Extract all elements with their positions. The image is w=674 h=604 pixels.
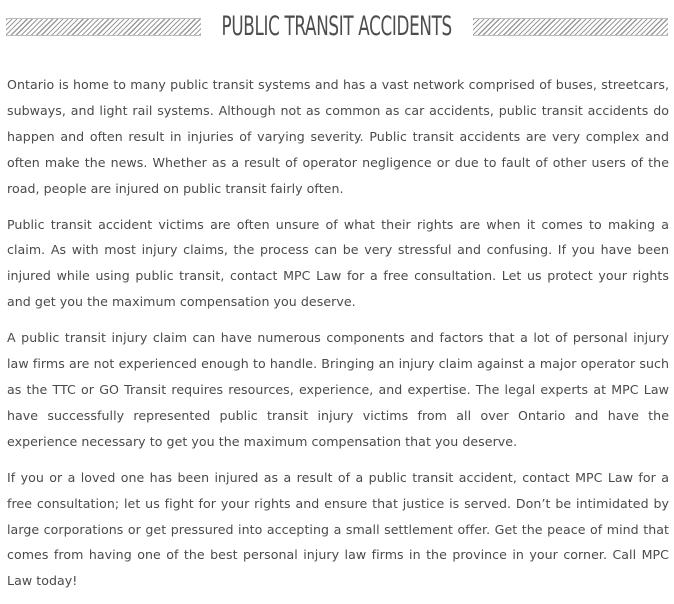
paragraph-rights: Public transit accident victims are often unsure of what their rights are when it comes to making a claim. As with most injury claims, the process can be very stressful and confusing. If you have been injured while using public transit, contact MPC Law for a free consultation. Let us protect your rights and get you the maximum compensation you deserve. <box>7 216 669 310</box>
section-header <box>0 7 674 47</box>
decorative-hatch-left <box>6 18 201 36</box>
article-body <box>7 72 669 604</box>
paragraph-claims: A public transit injury claim can have numerous components and factors that a lot of personal injury law firms are not experienced enough to handle. Bringing an injury claim against a major operator such as the TTC or GO Transit requires resources, experience, and expertise. The legal experts at MPC Law have successfully represented public transit injury victims from all over Ontario and have the experience necessary to get you the maximum compensation that you deserve. <box>7 330 669 449</box>
decorative-hatch-right <box>473 18 668 36</box>
paragraph-intro: Ontario is home to many public transit systems and has a vast network comprised of buses, streetcars, subways, and light rail systems. Although not as common as car accidents, public transit accidents do happen and often result in injuries of varying severity. Public transit accidents are very complex and often make the news. Whether as a result of operator negligence or due to fault of other users of the road, people are injured on public transit fairly often. <box>7 77 669 196</box>
paragraph-call-to-action: If you or a loved one has been injured as a result of a public transit accident, contact MPC Law for a free consultation; let us fight for your rights and ensure that justice is served. Don’t be intimidated by large corporations or get pressured into accepting a small settlement offer. Get the peace of mind that comes from having one of the best personal injury law firms in the province in your corner. Call MPC Law today! <box>7 469 669 589</box>
page-title: PUBLIC TRANSIT ACCIDENTS <box>221 11 453 42</box>
